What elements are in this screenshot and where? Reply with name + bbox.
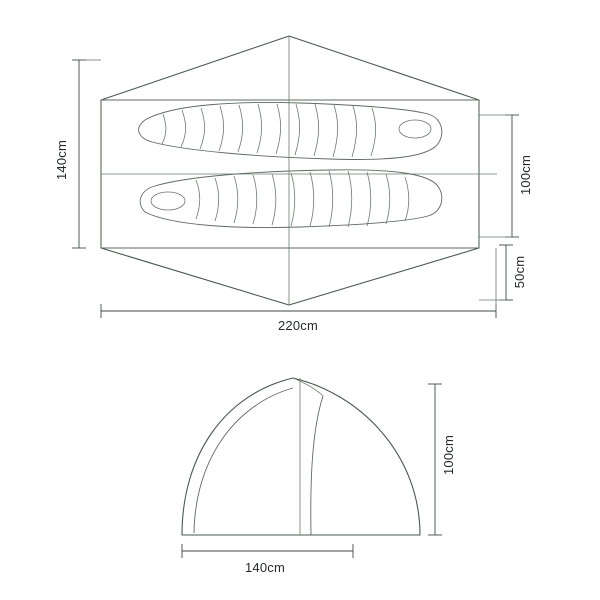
sleeping-mat-bottom [140,170,442,228]
label-elevation-height: 100cm [441,434,456,476]
sleeping-mat-top [139,102,442,159]
label-elevation-width: 140cm [244,560,286,575]
dimension-plan-vestibule [479,245,527,300]
label-plan-height: 140cm [54,139,69,181]
dimension-elevation-height [428,384,456,535]
dimension-elevation-width [182,544,353,575]
label-plan-inner-width: 100cm [518,154,533,196]
tent-fly-inner-line [194,388,293,533]
label-plan-vestibule: 50cm [512,255,527,289]
label-plan-length: 220cm [277,318,319,333]
tent-fly-outline [101,36,479,305]
tent-dome-outline [182,378,420,535]
tent-door-panel [311,396,323,535]
floor-plan-top-view [54,36,533,333]
tent-door-top-edge [293,378,323,396]
dimension-plan-inner-width [479,115,533,237]
front-elevation-view [182,378,456,575]
dimension-plan-height [54,60,101,248]
